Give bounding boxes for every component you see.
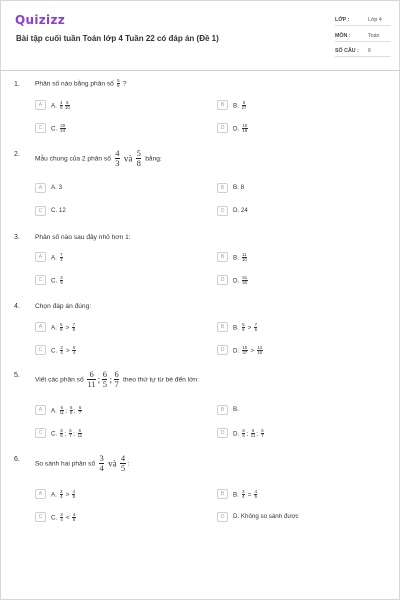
option-prefix: C. xyxy=(51,347,58,355)
fraction xyxy=(117,79,120,89)
meta-count-row xyxy=(335,46,391,57)
denominator: 4 xyxy=(72,350,76,356)
fraction xyxy=(242,346,248,356)
numerator: 6 xyxy=(69,428,72,433)
separator: ; xyxy=(97,374,101,385)
comparison-operator: > xyxy=(247,324,252,332)
numerator: 5 xyxy=(136,148,141,158)
denominator: 10 xyxy=(241,257,247,263)
numerator: 7 xyxy=(254,322,257,327)
option-badge: B xyxy=(217,252,228,262)
fraction xyxy=(99,454,104,473)
option-text xyxy=(233,276,249,286)
denominator: 5 xyxy=(72,517,76,523)
option-prefix: A. xyxy=(51,407,57,415)
question-number: 1. xyxy=(14,81,20,88)
meta-class-row xyxy=(335,15,391,26)
option-badge: B xyxy=(217,489,228,499)
question-text xyxy=(35,149,162,168)
numerator: 11 xyxy=(242,252,247,257)
option-prefix: A. xyxy=(51,324,57,332)
numerator: 6 xyxy=(60,405,64,410)
numerator: 4 xyxy=(72,489,75,494)
numerator: 6 xyxy=(78,428,82,433)
option-badge: B xyxy=(217,405,228,415)
question-text xyxy=(35,370,199,389)
numerator: 6 xyxy=(89,369,94,379)
option-badge: C xyxy=(35,428,46,438)
numerator: 6 xyxy=(251,428,255,433)
separator: ; xyxy=(65,407,67,415)
option-text: B. 8 xyxy=(233,184,245,191)
question-text: Chọn đáp án đúng: xyxy=(35,303,92,310)
fraction xyxy=(60,276,63,286)
meta-label: MÔN : xyxy=(335,33,351,39)
denominator: 5 xyxy=(70,410,73,416)
numerator: 3 xyxy=(60,489,63,494)
meta-underline xyxy=(335,41,391,42)
denominator: 6 xyxy=(117,83,120,89)
option-badge: D xyxy=(217,512,228,522)
fraction xyxy=(114,370,119,389)
comparison-operator: > xyxy=(250,347,255,355)
fraction xyxy=(242,124,248,134)
question-stem: Mẫu chung của 2 phân số xyxy=(35,155,111,163)
denominator: 8 xyxy=(72,327,75,333)
worksheet-title: Bài tập cuối tuần Toán lớp 4 Tuần 22 có đáp án (Đề 1) xyxy=(16,34,219,43)
and-word: và xyxy=(108,458,117,469)
numerator: 3 xyxy=(60,345,63,350)
option-text xyxy=(233,429,265,439)
meta-value: Toán xyxy=(368,33,380,39)
option-badge: C xyxy=(35,123,46,133)
option-badge: B xyxy=(217,100,228,110)
option-text xyxy=(51,406,83,416)
fraction xyxy=(257,346,263,356)
option-text xyxy=(51,276,64,286)
fraction xyxy=(60,253,63,263)
option-text: C. 12 xyxy=(51,207,66,214)
numerator: 4 xyxy=(254,489,257,494)
denominator: 4 xyxy=(99,463,104,473)
option-badge: A xyxy=(35,489,46,499)
option-prefix: B. xyxy=(233,324,239,332)
option-text: A. 3 xyxy=(51,184,63,191)
option-prefix: D. xyxy=(233,430,240,438)
fraction xyxy=(60,406,64,416)
denominator: 24 xyxy=(60,128,66,134)
option-text xyxy=(233,253,248,263)
numerator: 3 xyxy=(99,453,104,463)
fraction xyxy=(72,346,75,356)
fraction xyxy=(60,323,63,333)
option-badge: B xyxy=(217,183,228,193)
option-text: D. Không so sánh được xyxy=(233,513,299,520)
numerator: 4 xyxy=(60,100,63,105)
option-prefix: D. xyxy=(233,347,240,355)
numerator: 3 xyxy=(60,512,63,517)
fraction xyxy=(60,429,63,439)
question-text xyxy=(35,454,130,473)
denominator: 7 xyxy=(261,433,264,439)
denominator: 4 xyxy=(60,494,63,500)
numerator: 15 xyxy=(242,345,248,350)
fraction xyxy=(254,323,257,333)
option-text xyxy=(51,323,76,333)
question-number: 3. xyxy=(14,234,20,241)
option-prefix: C. xyxy=(51,514,58,522)
option-prefix: B. xyxy=(233,491,239,499)
question-stem: Phân số nào bằng phân số xyxy=(35,80,114,88)
fraction xyxy=(254,490,257,500)
option-text: D. 24 xyxy=(233,207,248,214)
option-badge: D xyxy=(217,206,228,216)
option-text xyxy=(233,101,247,111)
question-stem: Viết các phân số xyxy=(35,376,84,384)
option-prefix: A. xyxy=(51,254,57,262)
denominator: 5 xyxy=(60,280,63,286)
option-text xyxy=(51,101,71,111)
option-text xyxy=(233,346,264,356)
numerator: 20 xyxy=(60,123,66,128)
option-text: B. xyxy=(233,406,239,413)
option-badge: D xyxy=(217,123,228,133)
question-text: Phân số nào sau đây nhỏ hơn 1: xyxy=(35,234,131,241)
denominator: 5 xyxy=(242,433,245,439)
denominator: 18 xyxy=(242,128,248,134)
fraction xyxy=(65,101,70,111)
option-badge: C xyxy=(35,275,46,285)
option-prefix: C. xyxy=(51,125,58,133)
meta-value: 6 xyxy=(368,48,371,54)
numerator: 6 xyxy=(60,428,63,433)
question-suffix: : xyxy=(127,460,130,468)
option-text xyxy=(51,253,64,263)
comparison-operator: = xyxy=(247,491,252,499)
numerator: 3 xyxy=(242,489,245,494)
comparison-operator: > xyxy=(65,491,70,499)
numerator: 4 xyxy=(120,453,126,463)
option-prefix: A. xyxy=(51,102,57,110)
denominator: 4 xyxy=(60,517,63,523)
fraction xyxy=(120,454,125,473)
option-badge: A xyxy=(35,252,46,262)
numerator: 4 xyxy=(115,148,120,158)
question-suffix: theo thứ tự từ bé đến lớn: xyxy=(123,376,199,384)
separator: ; xyxy=(246,430,249,438)
numerator: 5 xyxy=(60,322,63,327)
option-badge: D xyxy=(217,275,228,285)
option-badge: D xyxy=(217,345,228,355)
fraction xyxy=(70,406,73,416)
fraction xyxy=(72,490,75,500)
fraction xyxy=(242,276,248,286)
option-text xyxy=(51,513,77,523)
fraction xyxy=(102,370,107,389)
numerator: 13 xyxy=(257,345,263,350)
numerator: 6 xyxy=(261,428,264,433)
option-prefix: A. xyxy=(51,491,57,499)
option-prefix: D. xyxy=(233,125,240,133)
option-text xyxy=(233,490,258,500)
denominator: 6 xyxy=(60,105,63,111)
denominator: 8 xyxy=(60,327,63,333)
fraction xyxy=(69,429,72,439)
separator: ; xyxy=(73,407,76,415)
worksheet-header xyxy=(1,1,400,71)
denominator: 11 xyxy=(87,379,96,389)
denominator: 6 xyxy=(254,327,257,333)
denominator: 11 xyxy=(77,433,83,439)
meta-label: LỚP : xyxy=(335,17,350,23)
question-suffix: bằng: xyxy=(145,155,162,163)
option-badge: A xyxy=(35,322,46,332)
denominator: 4 xyxy=(242,494,245,500)
and-word: và xyxy=(123,153,133,164)
fraction xyxy=(72,513,75,523)
question-number: 5. xyxy=(14,372,20,379)
comparison-operator: > xyxy=(66,347,70,355)
question-number: 4. xyxy=(14,303,20,310)
option-badge: A xyxy=(35,100,46,110)
fraction xyxy=(242,429,245,439)
question-suffix: ? xyxy=(121,80,127,88)
denominator: 11 xyxy=(59,410,65,416)
option-badge: C xyxy=(35,345,46,355)
denominator: 5 xyxy=(254,494,257,500)
denominator: 37 xyxy=(242,350,248,356)
option-badge: C xyxy=(35,206,46,216)
denominator: 5 xyxy=(102,379,107,389)
numerator: 2 xyxy=(60,275,63,280)
numerator: 6 xyxy=(114,369,119,379)
meta-subject-row xyxy=(335,31,391,42)
option-badge: B xyxy=(217,322,228,332)
denominator: 11 xyxy=(250,433,256,439)
numerator: 5 xyxy=(66,100,69,105)
numerator: 51 xyxy=(242,275,248,280)
option-badge: A xyxy=(35,405,46,415)
denominator: 5 xyxy=(60,433,63,439)
meta-value: Lớp 4 xyxy=(368,17,382,23)
meta-underline xyxy=(335,56,391,57)
separator: ; xyxy=(73,430,75,438)
denominator: 5 xyxy=(120,463,126,473)
denominator: 10 xyxy=(64,105,70,111)
option-prefix: D. xyxy=(233,277,240,285)
option-prefix: B. xyxy=(233,102,239,110)
option-prefix: C. xyxy=(51,430,58,438)
fraction xyxy=(60,346,63,356)
fraction xyxy=(136,149,141,168)
option-text xyxy=(51,346,77,356)
numerator: 7 xyxy=(72,322,75,327)
fraction xyxy=(78,429,82,439)
fraction xyxy=(78,406,81,416)
numerator: 5 xyxy=(242,322,245,327)
fraction xyxy=(242,490,245,500)
denominator: 3 xyxy=(60,257,63,263)
numerator: 6 xyxy=(102,369,107,379)
fraction xyxy=(60,513,63,523)
numerator: 5 xyxy=(72,345,76,350)
comparison-operator: > xyxy=(65,324,70,332)
fraction xyxy=(72,323,75,333)
denominator: 16 xyxy=(257,350,263,356)
denominator: 5 xyxy=(72,494,75,500)
numerator: 5 xyxy=(117,78,120,83)
fraction xyxy=(87,370,95,389)
fraction xyxy=(242,323,245,333)
numerator: 4 xyxy=(72,512,76,517)
denominator: 50 xyxy=(242,280,248,286)
numerator: 10 xyxy=(242,123,248,128)
fraction xyxy=(60,101,63,111)
numerator: 6 xyxy=(242,428,245,433)
fraction xyxy=(115,149,120,168)
separator: ; xyxy=(64,430,67,438)
option-text xyxy=(233,124,249,134)
option-text xyxy=(51,490,76,500)
option-text xyxy=(233,323,258,333)
question-text xyxy=(35,79,127,89)
denominator: 4 xyxy=(60,350,63,356)
separator: ; xyxy=(256,430,258,438)
numerator: 6 xyxy=(78,405,82,410)
question-stem: So sánh hai phân số xyxy=(35,460,96,468)
numerator: 6 xyxy=(70,405,73,410)
denominator: 6 xyxy=(242,327,245,333)
fraction xyxy=(251,429,255,439)
option-badge: A xyxy=(35,183,46,193)
option-text xyxy=(51,429,83,439)
fraction xyxy=(242,101,247,111)
fraction xyxy=(261,429,264,439)
meta-underline xyxy=(335,25,391,26)
denominator: 7 xyxy=(114,379,119,389)
denominator: 3 xyxy=(115,158,120,168)
numerator: 7 xyxy=(60,252,63,257)
question-number: 2. xyxy=(14,151,20,158)
option-badge: D xyxy=(217,428,228,438)
option-prefix: B. xyxy=(233,254,239,262)
meta-label: SỐ CÂU : xyxy=(335,48,359,54)
denominator: 8 xyxy=(136,158,141,168)
numerator: 5 xyxy=(242,100,246,105)
denominator: 7 xyxy=(69,433,72,439)
option-badge: C xyxy=(35,512,46,522)
fraction xyxy=(60,490,63,500)
option-text xyxy=(51,124,67,134)
separator: ; xyxy=(109,374,112,385)
option-prefix: C. xyxy=(51,277,58,285)
fraction xyxy=(60,124,66,134)
quizizz-logo: Quizizz xyxy=(15,13,66,27)
comparison-operator: < xyxy=(66,514,70,522)
denominator: 27 xyxy=(241,105,247,111)
question-number: 6. xyxy=(14,456,20,463)
fraction xyxy=(242,253,247,263)
denominator: 7 xyxy=(78,410,82,416)
